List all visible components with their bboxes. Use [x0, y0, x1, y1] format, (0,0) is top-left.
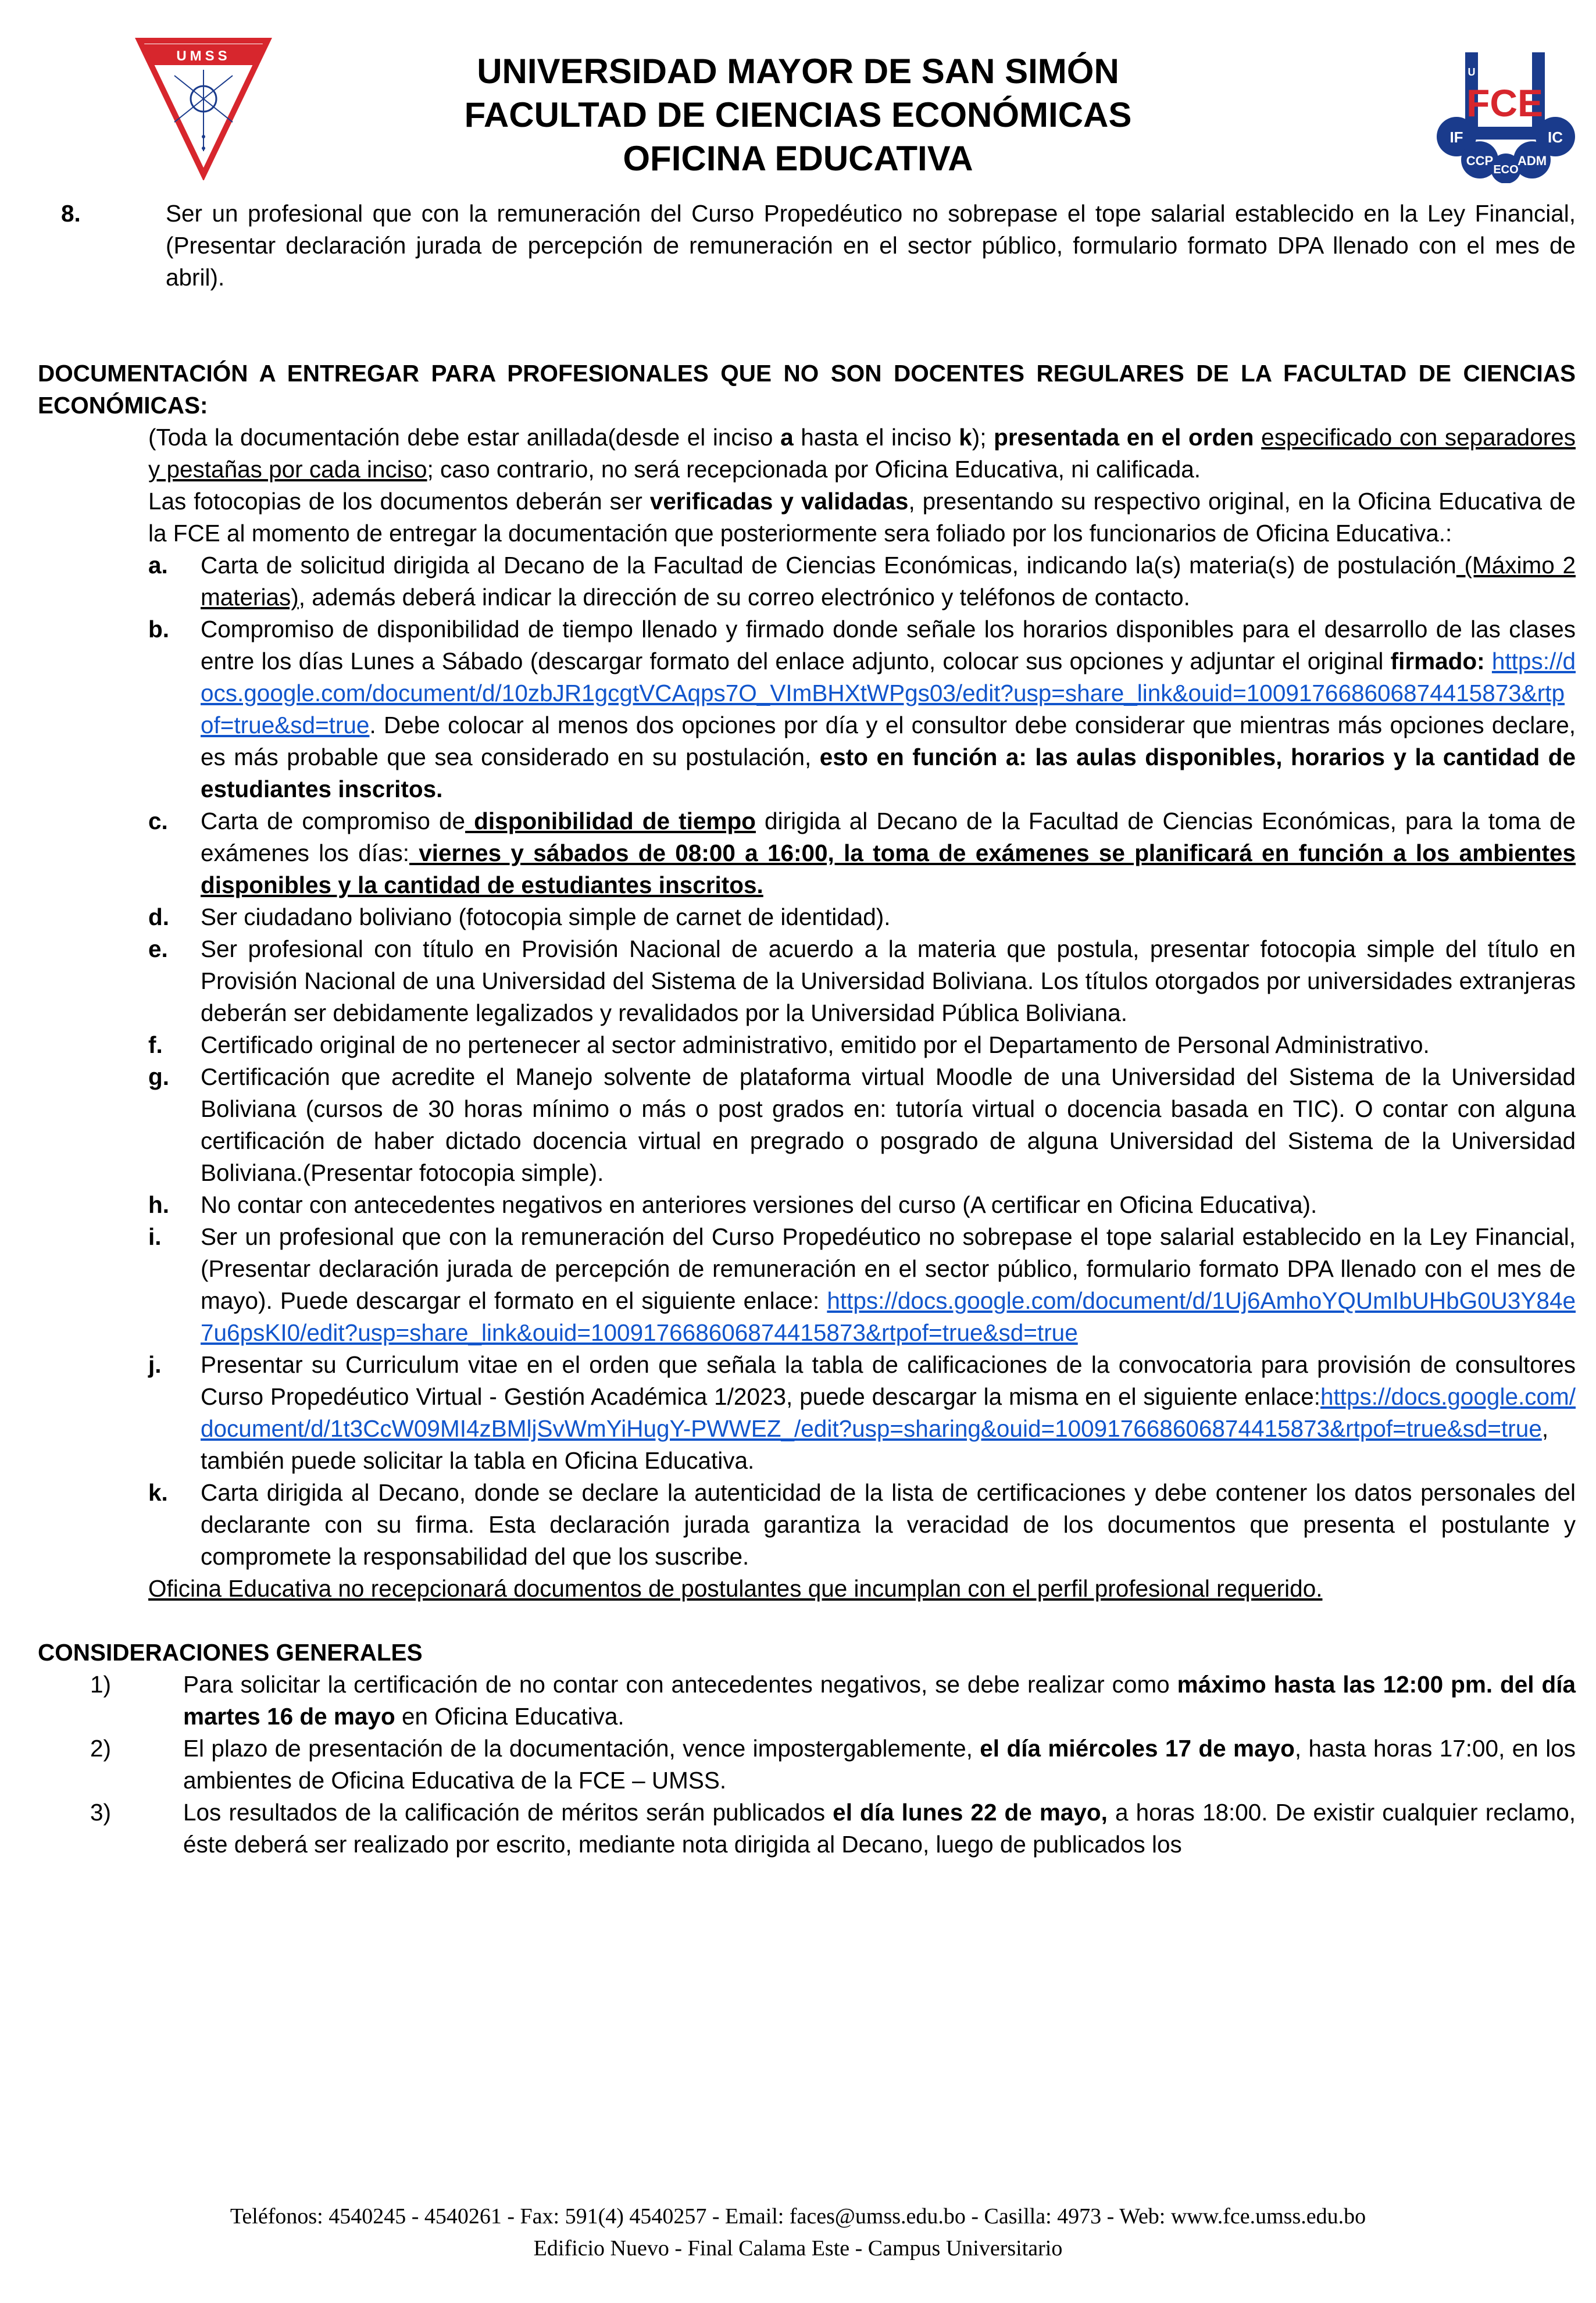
item-label: e.	[148, 936, 168, 962]
doc-item-d: d. Ser ciudadano boliviano (fotocopia simple de carnet de identidad).	[148, 901, 1576, 933]
doc-item-g: g. Certificación que acredite el Manejo solvente de plataforma virtual Moodle de una Universidad del Sistema de la Universidad Boliviana (cursos de 30 horas mínimo o más o post grados en: tutoría virtual o docencia basada en TIC). O contar con alguna certificación de haber dictado docencia virtual en pregrado o posgrado de alguna Universidad del Sistema de la Universidad Boliviana.(Presentar fotocopia simple).	[148, 1061, 1576, 1189]
consideration-item: 3) Los resultados de la calificación de méritos serán publicados el día lunes 22 de mayo, a horas 18:00. De existir cualquier reclamo, éste deberá ser realizado por escrito, mediante nota dirigida al Decano, luego de publicados los	[38, 1797, 1576, 1861]
dpa-form-link[interactable]: https://docs.google.com/document/d/1Uj6AmhoYQUmIbUHbG0U3Y84e7u6psKI0/edit?usp=share_link&ouid=100917668606874415873&rtpof=true&sd=true	[201, 1287, 1576, 1346]
doc-item-f: f. Certificado original de no pertenecer al sector administrativo, emitido por el Departamento de Personal Administrativo.	[148, 1029, 1576, 1061]
svg-text:CCP: CCP	[1466, 153, 1494, 168]
documentation-section-title: DOCUMENTACIÓN A ENTREGAR PARA PROFESIONALES QUE NO SON DOCENTES REGULARES DE LA FACULTAD DE CIENCIAS ECONÓMICAS:	[38, 360, 1576, 419]
item-label: k.	[148, 1479, 168, 1506]
umss-logo-text: UMSS	[176, 48, 231, 64]
svg-text:IC: IC	[1548, 128, 1563, 146]
cv-table-link[interactable]: https://docs.google.com/document/d/1t3CcW09MI4zBMljSvWmYiHugY-PWWEZ_/edit?usp=sharing&ouid=100917668606874415873&rtpof=true&sd=true	[201, 1383, 1576, 1442]
availability-form-link[interactable]: https://docs.google.com/document/d/10zbJR1gcgtVCAqps7O_VImBHXtWPgs03/edit?usp=share_link&ouid=100917668606874415873&rtpof=true&sd=true	[201, 648, 1576, 738]
item-label: a.	[148, 552, 168, 579]
doc-item-c: c. Carta de compromiso de disponibilidad de tiempo dirigida al Decano de la Facultad de Ciencias Económicas, para la toma de exámenes los días: viernes y sábados de 08:00 a 16:00, la toma de exámenes se planificará en función a los ambientes disponibles y la cantidad de estudiantes inscritos.	[148, 805, 1576, 901]
item-label: 3)	[90, 1799, 112, 1826]
doc-item-h: h. No contar con antecedentes negativos en anteriores versiones del curso (A certificar en Oficina Educativa).	[148, 1189, 1576, 1221]
fce-main-text: FCE	[1466, 81, 1543, 124]
letterhead	[0, 0, 1596, 180]
doc-item-b: b. Compromiso de disponibilidad de tiempo llenado y firmado donde señale los horarios disponibles para el desarrollo de las clases entre los días Lunes a Sábado (descargar formato del enlace adjunto, colocar sus opciones y adjuntar el original firmado: https://docs.google.com/document/d/10zbJR1gcgtVCAqps7O_VImBHXtWPgs03/edit?usp=share_link&ouid=100917668606874415873&rtpof=true&sd=true. Debe colocar al menos dos opciones por día y el consultor debe considerar que mientras más opciones declare, es más probable que sea considerado en su postulación, esto en función a: las aulas disponibles, horarios y la cantidad de estudiantes inscritos.	[148, 613, 1576, 805]
item-label: i.	[148, 1223, 162, 1250]
item-label: 2)	[90, 1735, 112, 1762]
intro-paragraph-2: Las fotocopias de los documentos deberán ser verificadas y validadas, presentando su respectivo original, en la Oficina Educativa de la FCE al momento de entregar la documentación que posteriormente sera foliado por los funcionarios de Oficina Educativa.:	[148, 488, 1576, 547]
footer-contact-line: Teléfonos: 4540245 - 4540261 - Fax: 591(4) 4540257 - Email: faces@umss.edu.bo - Casilla: 4973 - Web: www.fce.umss.edu.bo	[230, 2204, 1366, 2229]
university-name: UNIVERSIDAD MAYOR DE SAN SIMÓN	[477, 52, 1119, 91]
item-label: 1)	[90, 1671, 112, 1698]
faculty-name: FACULTAD DE CIENCIAS ECONÓMICAS	[464, 95, 1132, 134]
svg-text:ADM: ADM	[1517, 153, 1547, 168]
general-considerations-title: CONSIDERACIONES GENERALES	[38, 1639, 423, 1666]
page-footer	[0, 2201, 1596, 2265]
documentation-intro	[38, 422, 1576, 1605]
item-label: c.	[148, 808, 168, 834]
item-label: 8.	[61, 200, 81, 227]
item-label: f.	[148, 1031, 163, 1058]
doc-item-e: e. Ser profesional con título en Provisión Nacional de acuerdo a la materia que postula, presentar fotocopia simple del título en Provisión Nacional de una Universidad del Sistema de la Universidad Boliviana. Los títulos otorgados por universidades extranjeras deberán ser debidamente legalizados y revalidados por la Universidad Pública Boliviana.	[148, 933, 1576, 1029]
doc-item-a: a. Carta de solicitud dirigida al Decano de la Facultad de Ciencias Económicas, indicando la(s) materia(s) de postulación (Máximo 2 materias), además deberá indicar la dirección de su correo electrónico y teléfonos de contacto.	[148, 549, 1576, 613]
item-label: h.	[148, 1191, 169, 1218]
consideration-item: 1) Para solicitar la certificación de no contar con antecedentes negativos, se debe realizar como máximo hasta las 12:00 pm. del día martes 16 de mayo en Oficina Educativa.	[38, 1669, 1576, 1733]
item-label: d.	[148, 904, 169, 930]
fce-logo	[1430, 49, 1581, 183]
closing-note: Oficina Educativa no recepcionará documentos de postulantes que incumplan con el perfil profesional requerido.	[148, 1575, 1323, 1602]
doc-item-i: i. Ser un profesional que con la remuneración del Curso Propedéutico no sobrepase el tope salarial establecido en la Ley Financial, (Presentar declaración jurada de percepción de remuneración en el sector público, formulario formato DPA llenado con el mes de mayo). Puede descargar el formato en el siguiente enlace: https://docs.google.com/document/d/1Uj6AmhoYQUmIbUHbG0U3Y84e7u6psKI0/edit?usp=share_link&ouid=100917668606874415873&rtpof=true&sd=true	[148, 1221, 1576, 1349]
requirement-item-8	[38, 198, 1576, 294]
umss-side-text: U	[1468, 66, 1476, 78]
svg-text:IF: IF	[1449, 128, 1463, 146]
svg-text:ECO: ECO	[1493, 163, 1519, 176]
document-body	[38, 198, 1576, 1861]
general-considerations-list	[38, 1669, 1576, 1861]
doc-item-k: k. Carta dirigida al Decano, donde se declare la autenticidad de la lista de certificaciones y debe contener los datos personales del declarante con su firma. Esta declaración jurada garantiza la veracidad de los documentos que presenta el postulante y compromete la responsabilidad del que los suscribe.	[148, 1477, 1576, 1573]
doc-item-j: j. Presentar su Curriculum vitae en el orden que señala la tabla de calificaciones de la convocatoria para provisión de consultores Curso Propedéutico Virtual - Gestión Académica 1/2023, puede descargar la misma en el siguiente enlace:https://docs.google.com/document/d/1t3CcW09MI4zBMljSvWmYiHugY-PWWEZ_/edit?usp=sharing&ouid=100917668606874415873&rtpof=true&sd=true, también puede solicitar la tabla en Oficina Educativa.	[148, 1349, 1576, 1477]
footer-address-line: Edificio Nuevo - Final Calama Este - Campus Universitario	[533, 2236, 1063, 2261]
consideration-item: 2) El plazo de presentación de la documentación, vence impostergablemente, el día miércoles 17 de mayo, hasta horas 17:00, en los ambientes de Oficina Educativa de la FCE – UMSS.	[38, 1733, 1576, 1797]
item-label: j.	[148, 1351, 162, 1378]
item-label: b.	[148, 616, 169, 642]
office-name: OFICINA EDUCATIVA	[623, 139, 973, 178]
item-label: g.	[148, 1063, 169, 1090]
item-text: Ser un profesional que con la remuneración del Curso Propedéutico no sobrepase el tope salarial establecido en la Ley Financial, (Presentar declaración jurada de percepción de remuneración en el sector público, formulario formato DPA llenado con el mes de abril).	[166, 200, 1576, 291]
intro-paragraph-1: (Toda la documentación debe estar anillada(desde el inciso a hasta el inciso k); presentada en el orden especificado con separadores y pestañas por cada inciso; caso contrario, no será recepcionada por Oficina Educativa, ni calificada.	[148, 424, 1576, 483]
